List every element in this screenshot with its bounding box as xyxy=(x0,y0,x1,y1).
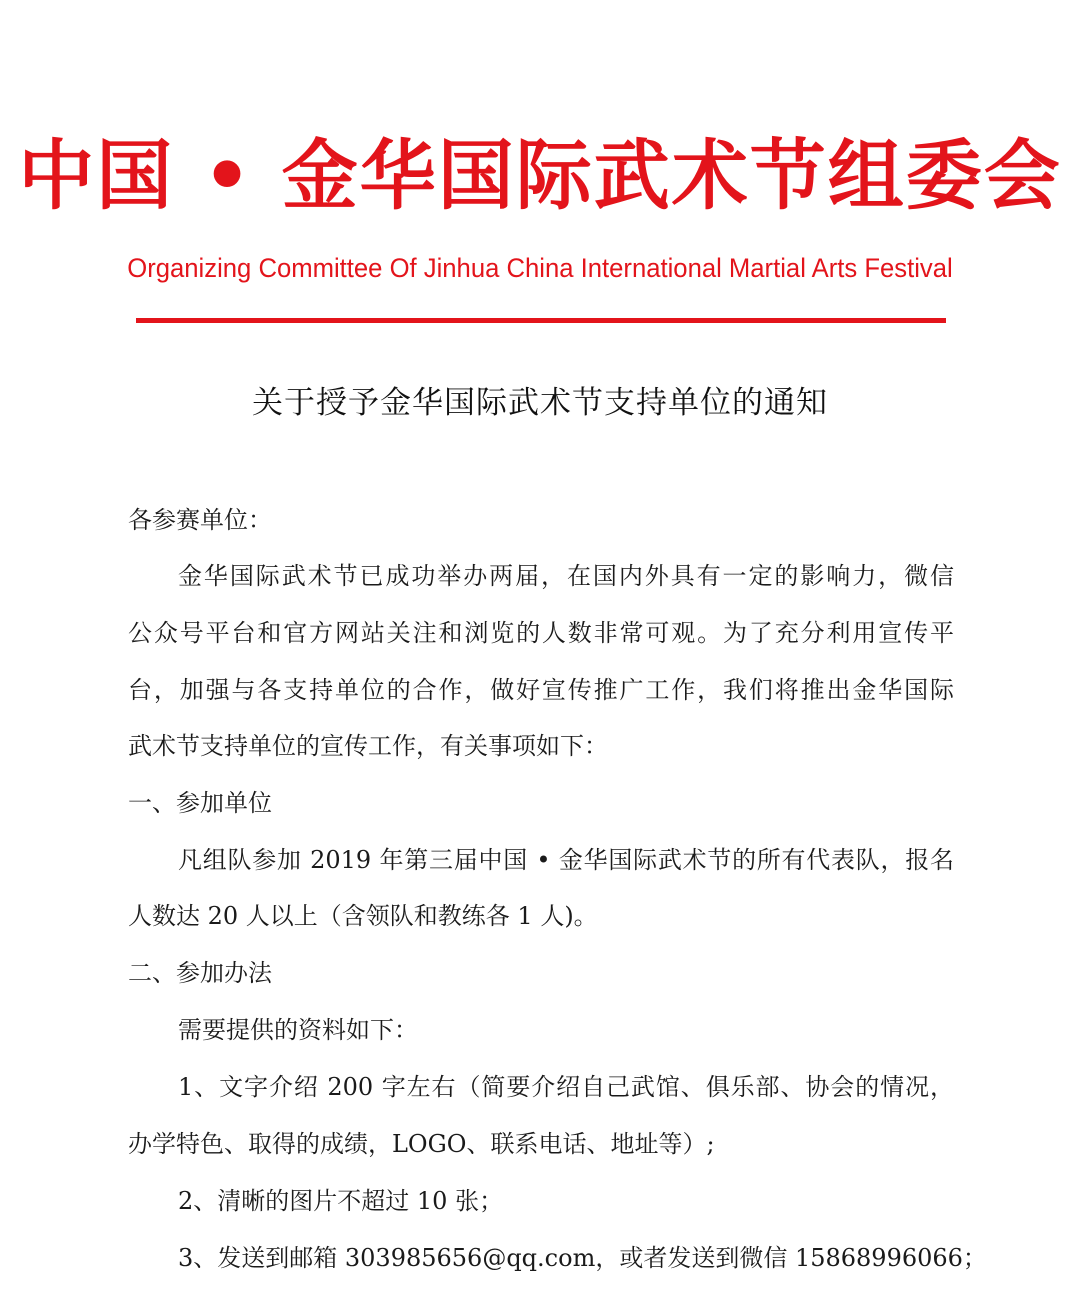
salutation: 各参赛单位： xyxy=(128,506,272,534)
method-item-1-line: 1、文字介绍 200 字左右（简要介绍自己武馆、俱乐部、协会的情况， xyxy=(178,1073,954,1101)
section-participants-line: 人数达 20 人以上（含领队和教练各 1 人)。 xyxy=(128,902,598,930)
letterhead-divider xyxy=(136,318,946,323)
method-item-2: 2、清晰的图片不超过 10 张； xyxy=(178,1187,504,1215)
section-heading-method: 二、参加办法 xyxy=(128,959,272,987)
method-lead: 需要提供的资料如下： xyxy=(178,1016,418,1044)
section-heading-participants: 一、参加单位 xyxy=(128,789,272,817)
section-participants-line: 凡组队参加 2019 年第三届中国 • 金华国际武术节的所有代表队，报名 xyxy=(178,846,954,874)
method-item-1-line: 办学特色、取得的成绩，LOGO、联系电话、地址等）; xyxy=(128,1130,715,1158)
intro-paragraph-line: 公众号平台和官方网站关注和浏览的人数非常可观。为了充分利用宣传平 xyxy=(128,619,954,647)
intro-paragraph-line: 台，加强与各支持单位的合作，做好宣传推广工作，我们将推出金华国际 xyxy=(128,676,954,704)
letterhead-org-name-chinese: 中国 • 金华国际武术节组委会 xyxy=(18,131,1062,220)
notice-title: 关于授予金华国际武术节支持单位的通知 xyxy=(252,385,828,421)
method-item-3: 3、发送到邮箱 303985656@qq.com，或者发送到微信 15868996066； xyxy=(178,1244,987,1272)
intro-paragraph-line: 金华国际武术节已成功举办两届，在国内外具有一定的影响力，微信 xyxy=(178,562,954,590)
letterhead-org-name-english: Organizing Committee Of Jinhua China International Martial Arts Festival xyxy=(127,253,953,283)
intro-paragraph-line: 武术节支持单位的宣传工作，有关事项如下： xyxy=(128,732,608,760)
